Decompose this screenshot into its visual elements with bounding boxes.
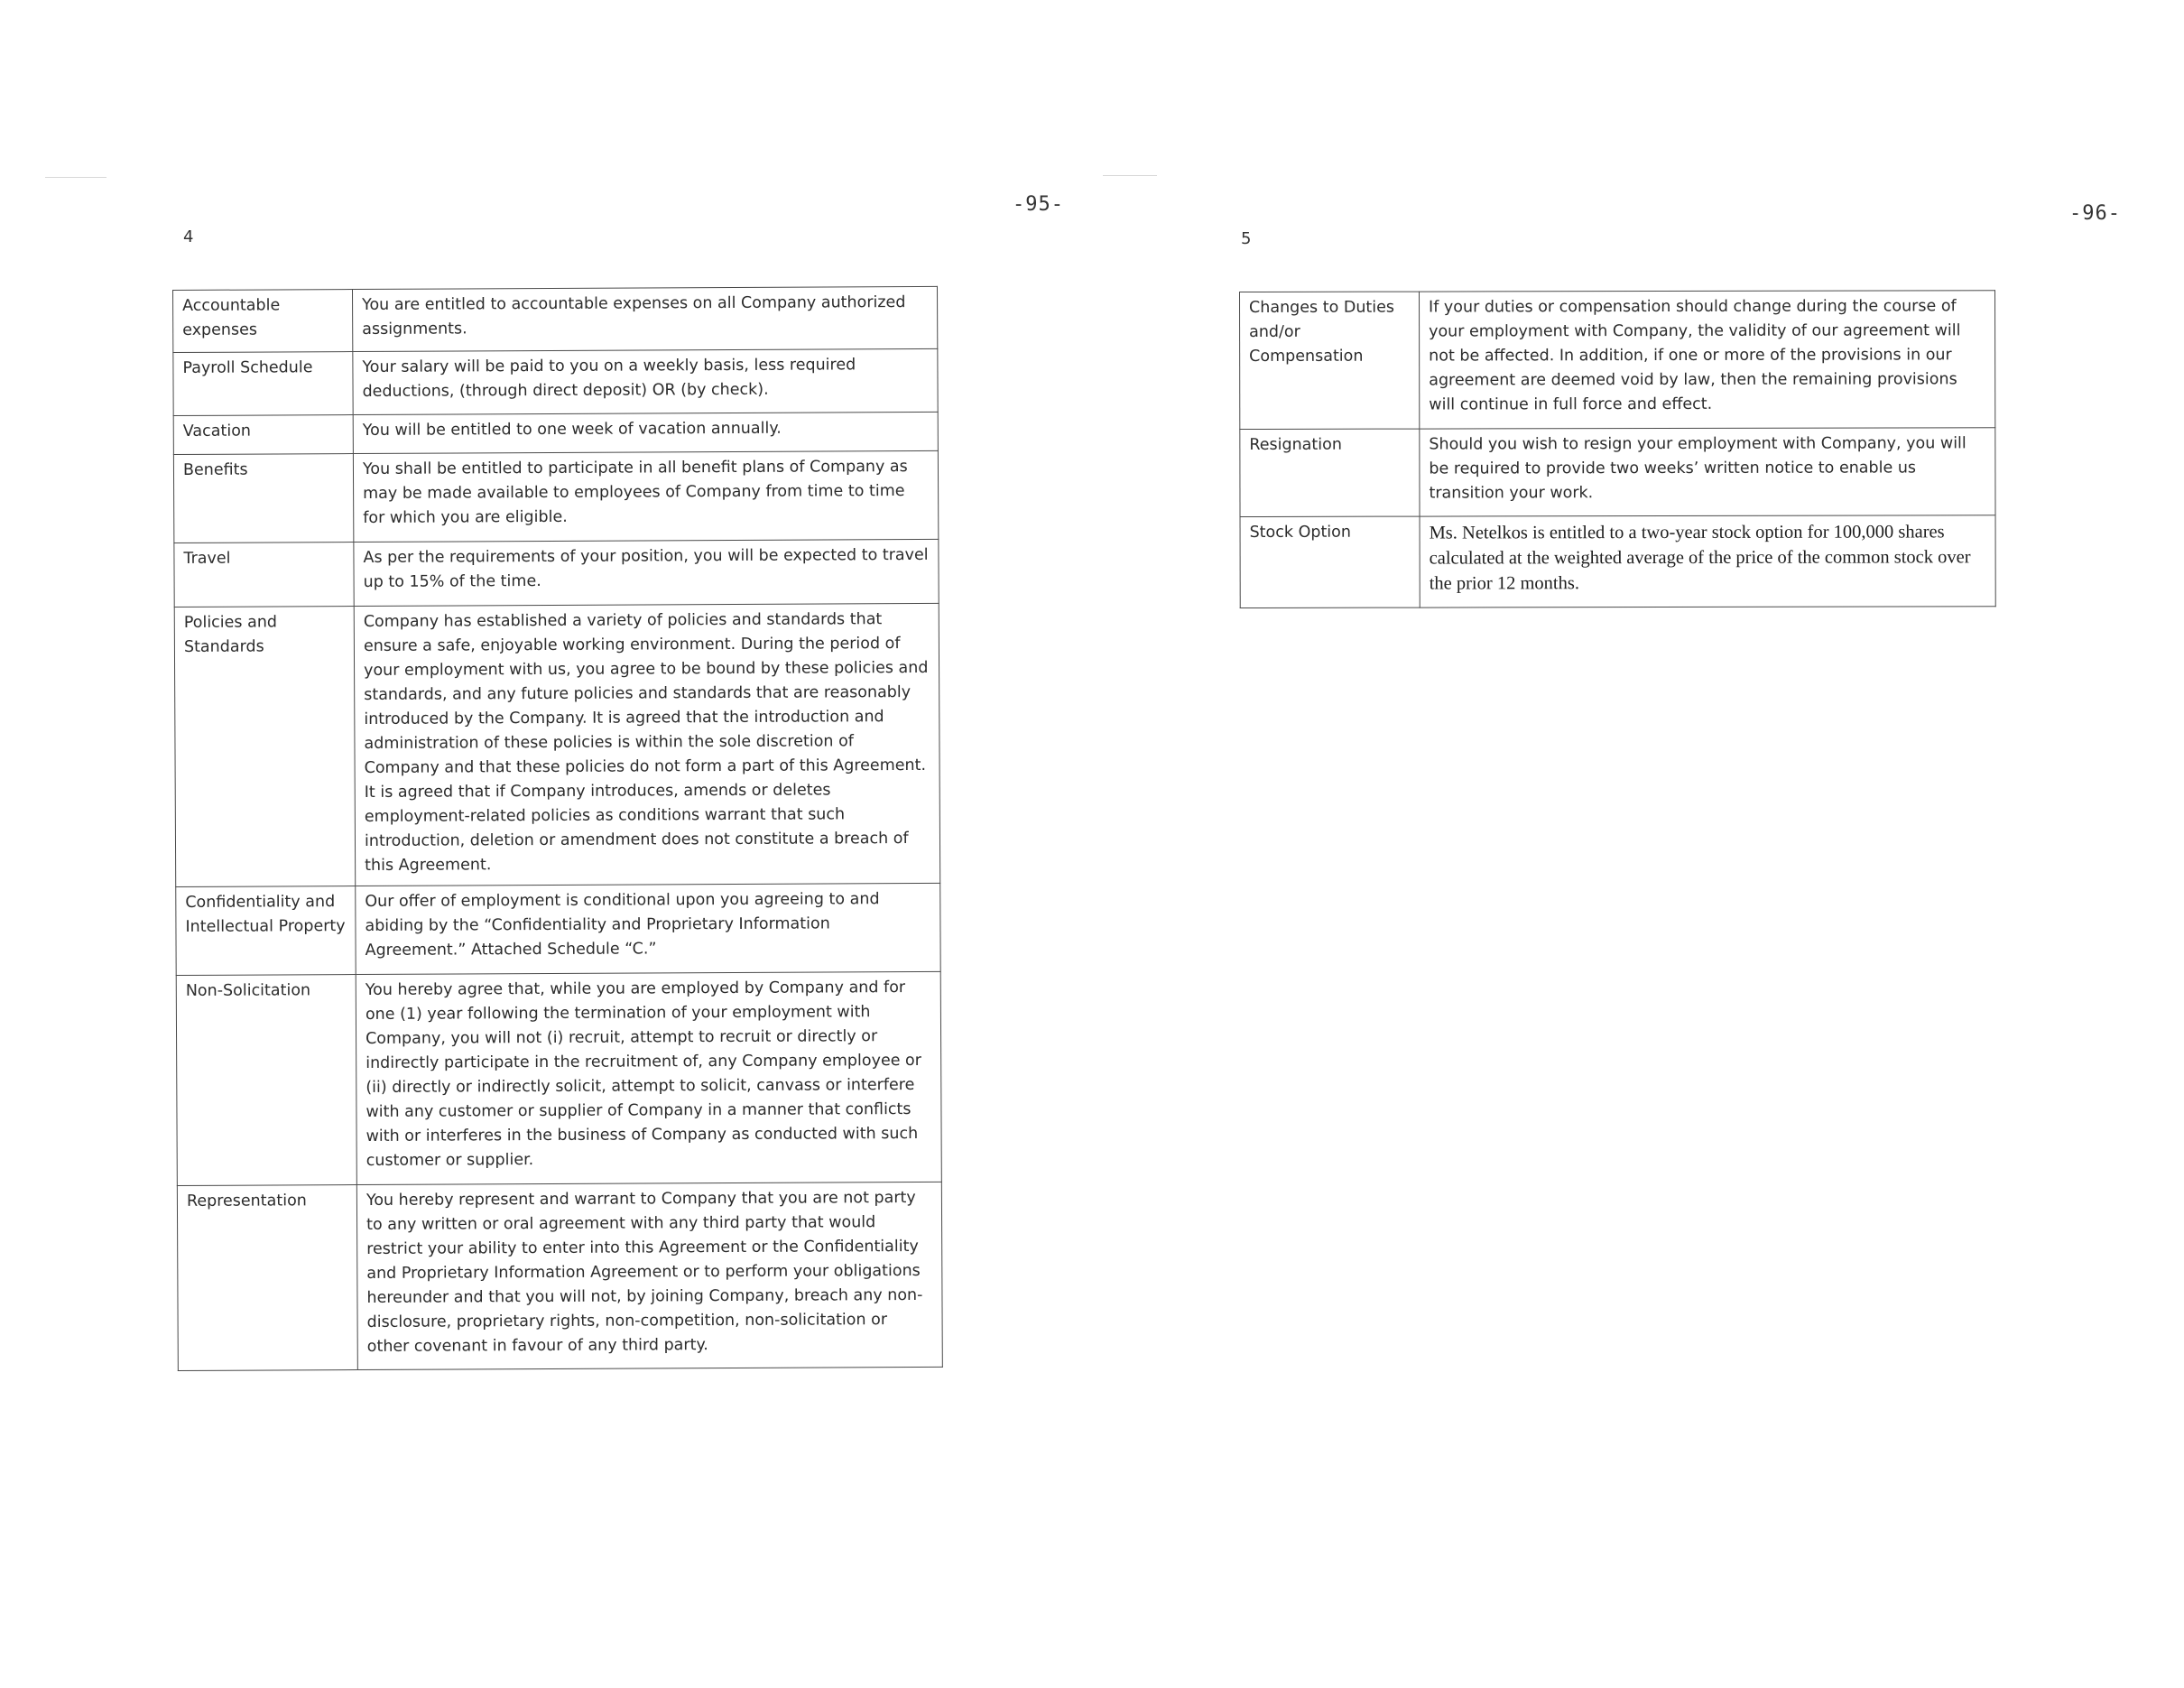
row-text: You hereby agree that, while you are employed by Company and for one (1) year following the termination of your employment with Company, you will not (i) recruit, attempt to recruit or directly or indirectly participate in the recruitment of, any Company employee or (ii) directly or indirectly solicit, attempt to solicit, canvass or interfere with any customer or supplier of Company in a manner that conflicts with or interferes in the business of Company as conducted with such customer or supplier.	[356, 971, 941, 1184]
right-page-number: 5	[1241, 229, 1252, 248]
row-label: Travel	[174, 543, 354, 607]
row-text: Your salary will be paid to you on a weekly basis, less required deductions, (through direct deposit) OR (by check).	[353, 348, 938, 414]
table-row	[173, 348, 938, 415]
left-page-stamp: -95-	[1013, 193, 1064, 216]
row-label: Changes to Duties and/or Compensation	[1240, 292, 1420, 429]
table-row	[1240, 428, 1995, 517]
row-text: You hereby represent and warrant to Company that you are not party to any written or oral agreement with any third party that would restrict your ability to enter into this Agreement or the Confidentiality and Proprietary Information Agreement or to perform your obligations hereunder and that you will not, by joining Company, breach any non-disclosure, proprietary rights, non-competition, non-solicitation or other covenant in favour of any third party.	[356, 1182, 942, 1369]
row-text: Our offer of employment is conditional upon you agreeing to and abiding by the “Confidentiality and Proprietary Information Agreement.” Attached Schedule “C.”	[356, 883, 940, 974]
row-text: Company has established a variety of policies and standards that ensure a safe, enjoyable working environment. During the period of your employment with us, you agree to be bound by these policies and standards, and any future policies and standards that are reasonably introduced by the Company. It is agreed that the introduction and administration of these policies is within the sole discretion of Company and that these policies do not form a part of this Agreement. It is agreed that if Company introduces, amends or deletes employment-related policies as conditions warrant that such introduction, deletion or amendment does not constitute a breach of this Agreement.	[354, 603, 940, 886]
row-label: Stock Option	[1240, 516, 1420, 607]
table-row	[177, 1182, 942, 1370]
table-row	[176, 971, 941, 1185]
row-text: As per the requirements of your position, you will be expected to travel up to 15% of the time.	[354, 539, 939, 606]
scan-artifact-line	[45, 177, 106, 178]
table-row	[174, 539, 939, 607]
row-label: Payroll Schedule	[173, 352, 353, 416]
table-row	[1240, 515, 1995, 608]
row-label: Representation	[177, 1185, 357, 1371]
table-row	[173, 286, 938, 352]
table-row	[176, 883, 940, 975]
right-terms-table	[1239, 290, 1996, 608]
row-text: Should you wish to resign your employment with Company, you will be required to provide two weeks’ written notice to enable us transition your work.	[1420, 428, 1995, 516]
row-label: Resignation	[1240, 429, 1420, 516]
left-page-number: 4	[183, 227, 194, 246]
table-row	[173, 412, 938, 454]
scan-artifact-line	[1103, 175, 1157, 176]
row-label: Non-Solicitation	[176, 975, 356, 1186]
row-text: You are entitled to accountable expenses on all Company authorized assignments.	[353, 286, 938, 351]
table-row	[174, 603, 940, 886]
left-terms-table	[172, 286, 943, 1371]
table-row	[173, 450, 938, 543]
row-label: Accountable expenses	[173, 290, 353, 353]
right-page-stamp: -96-	[2069, 202, 2121, 225]
row-text: Ms. Netelkos is entitled to a two-year stock option for 100,000 shares calculated at the weighted average of the price of the common stock over the prior 12 months.	[1420, 515, 1995, 607]
row-label: Policies and Standards	[174, 607, 356, 887]
row-label: Confidentiality and Intellectual Property	[176, 886, 356, 976]
row-text: You shall be entitled to participate in all benefit plans of Company as may be made available to employees of Company from time to time for which you are eligible.	[353, 450, 938, 542]
row-text: If your duties or compensation should change during the course of your employment with Company, the validity of our agreement will not be affected. In addition, if one or more of the provisions in our agreement are deemed void by law, then the remaining provisions will continue in full force and effect.	[1420, 291, 1995, 429]
row-label: Vacation	[173, 415, 353, 455]
row-label: Benefits	[173, 454, 353, 543]
table-row	[1240, 291, 1995, 430]
row-text: You will be entitled to one week of vacation annually.	[353, 412, 938, 453]
